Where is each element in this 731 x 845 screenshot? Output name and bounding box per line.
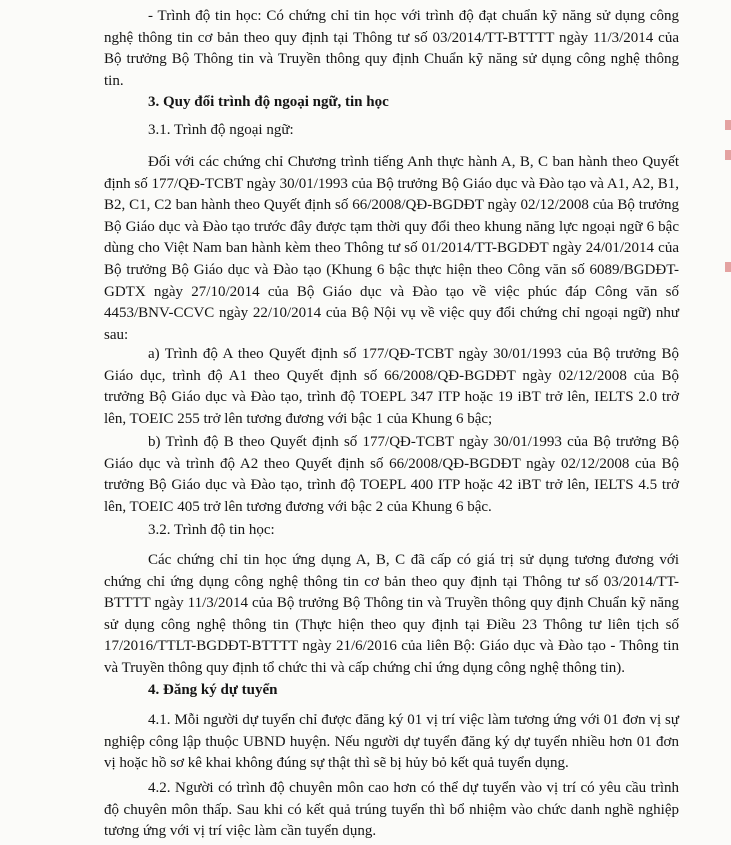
section-heading-3: 3. Quy đổi trình độ ngoại ngữ, tin học <box>148 94 389 110</box>
subsection-heading-3-1: 3.1. Trình độ ngoại ngữ: <box>148 122 294 138</box>
paragraph-level-a: a) Trình độ A theo Quyết định số 177/QĐ-TCBT ngày 30/01/1993 của Bộ trưởng Bộ Giáo dục, trình độ A1 theo Quyết định số 66/2008/QĐ-BGDĐT ngày 02/12/2008 của Bộ trưởng Bộ Giáo dục và Đào tạo, trình độ TOEPL 347 ITP hoặc 19 iBT trở lên, IELTS 2.0 trở lên, TOEIC 255 trở lên tương đương với bậc 1 của Khung 6 bậc; <box>104 346 679 427</box>
subsection-heading-3-2: 3.2. Trình độ tin học: <box>148 522 275 538</box>
paragraph-4-2: 4.2. Người có trình độ chuyên môn cao hơn có thể dự tuyển vào vị trí có yêu cầu trình độ chuyên môn thấp. Sau khi có kết quả trúng tuyển thì bổ nhiệm vào chức danh nghề nghiệp tương ứng với vị trí việc làm cần tuyển dụng. <box>104 780 679 840</box>
scan-edge-mark <box>725 150 731 160</box>
scan-edge-mark <box>725 262 731 272</box>
paragraph-it-certificates: Các chứng chỉ tin học ứng dụng A, B, C đã cấp có giá trị sử dụng tương đương với chứng chỉ ứng dụng công nghệ thông tin cơ bản theo quy định tại Thông tư số 03/2014/TT-BTTTT ngày 11/3/2014 của Bộ trưởng Bộ Thông tin và Truyền thông quy định Chuẩn kỹ năng sử dụng công nghệ thông tin (Thực hiện theo quy định tại Điều 23 Thông tư liên tịch số 17/2016/TTLT-BGDĐT-BTTTT ngày 21/6/2016 của liên Bộ: Giáo dục và Đào tạo - Thông tin và Truyền thông quy định tổ chức thi và cấp chứng chỉ ứng dụng công nghệ thông tin). <box>104 552 679 676</box>
paragraph-4-1: 4.1. Mỗi người dự tuyển chỉ được đăng ký 01 vị trí việc làm tương ứng với 01 đơn vị sự nghiệp công lập thuộc UBND huyện. Nếu người dự tuyển đăng ký dự tuyển nhiều hơn 01 đơn vị hoặc hồ sơ kê khai không đúng sự thật thì sẽ bị hủy bỏ kết quả tuyển dụng. <box>104 712 679 772</box>
paragraph-it-requirement: - Trình độ tin học: Có chứng chỉ tin học với trình độ đạt chuẩn kỹ năng sử dụng công nghệ thông tin cơ bản theo quy định tại Thông tư số 03/2014/TT-BTTTT ngày 11/3/2014 của Bộ trưởng Bộ Thông tin và Truyền thông quy định Chuẩn kỹ năng sử dụng công nghệ thông tin. <box>104 8 679 89</box>
paragraph-level-b: b) Trình độ B theo Quyết định số 177/QĐ-TCBT ngày 30/01/1993 của Bộ trưởng Bộ Giáo dục và trình độ A2 theo Quyết định số 66/2008/QĐ-BGDĐT ngày 02/12/2008 của Bộ trưởng Bộ Giáo dục và Đào tạo, trình độ TOEPL 400 ITP hoặc 42 iBT trở lên, IELTS 4.5 trở lên, TOEIC 405 trở lên tương đương với bậc 2 của Khung 6 bậc. <box>104 434 679 515</box>
section-heading-4: 4. Đăng ký dự tuyển <box>148 682 278 698</box>
scan-edge-mark <box>725 120 731 130</box>
paragraph-foreign-language-intro: Đối với các chứng chỉ Chương trình tiếng Anh thực hành A, B, C ban hành theo Quyết định số 177/QĐ-TCBT ngày 30/01/1993 của Bộ trưởng Bộ Giáo dục và Đào tạo và A1, A2, B1, B2, C1, C2 ban hành theo Quyết định số 66/2008/QĐ-BGDĐT ngày 02/12/2008 của Bộ trưởng Bộ Giáo dục và Đào tạo trước đây được tạm thời quy đổi theo khung năng lực ngoại ngữ 6 bậc dùng cho Việt Nam ban hành kèm theo Thông tư số 01/2014/TT-BGDĐT ngày 24/01/2014 của Bộ trưởng Bộ Giáo dục và Đào tạo (Khung 6 bậc thực hiện theo Công văn số 6089/BGDĐT-GDTX ngày 27/10/2014 của Bộ Giáo dục và Đào tạo về việc phúc đáp Công văn số 4453/BNV-CCVC ngày 22/10/2014 của Bộ Nội vụ về việc quy đổi chứng chỉ ngoại ngữ) như sau: <box>104 154 679 343</box>
